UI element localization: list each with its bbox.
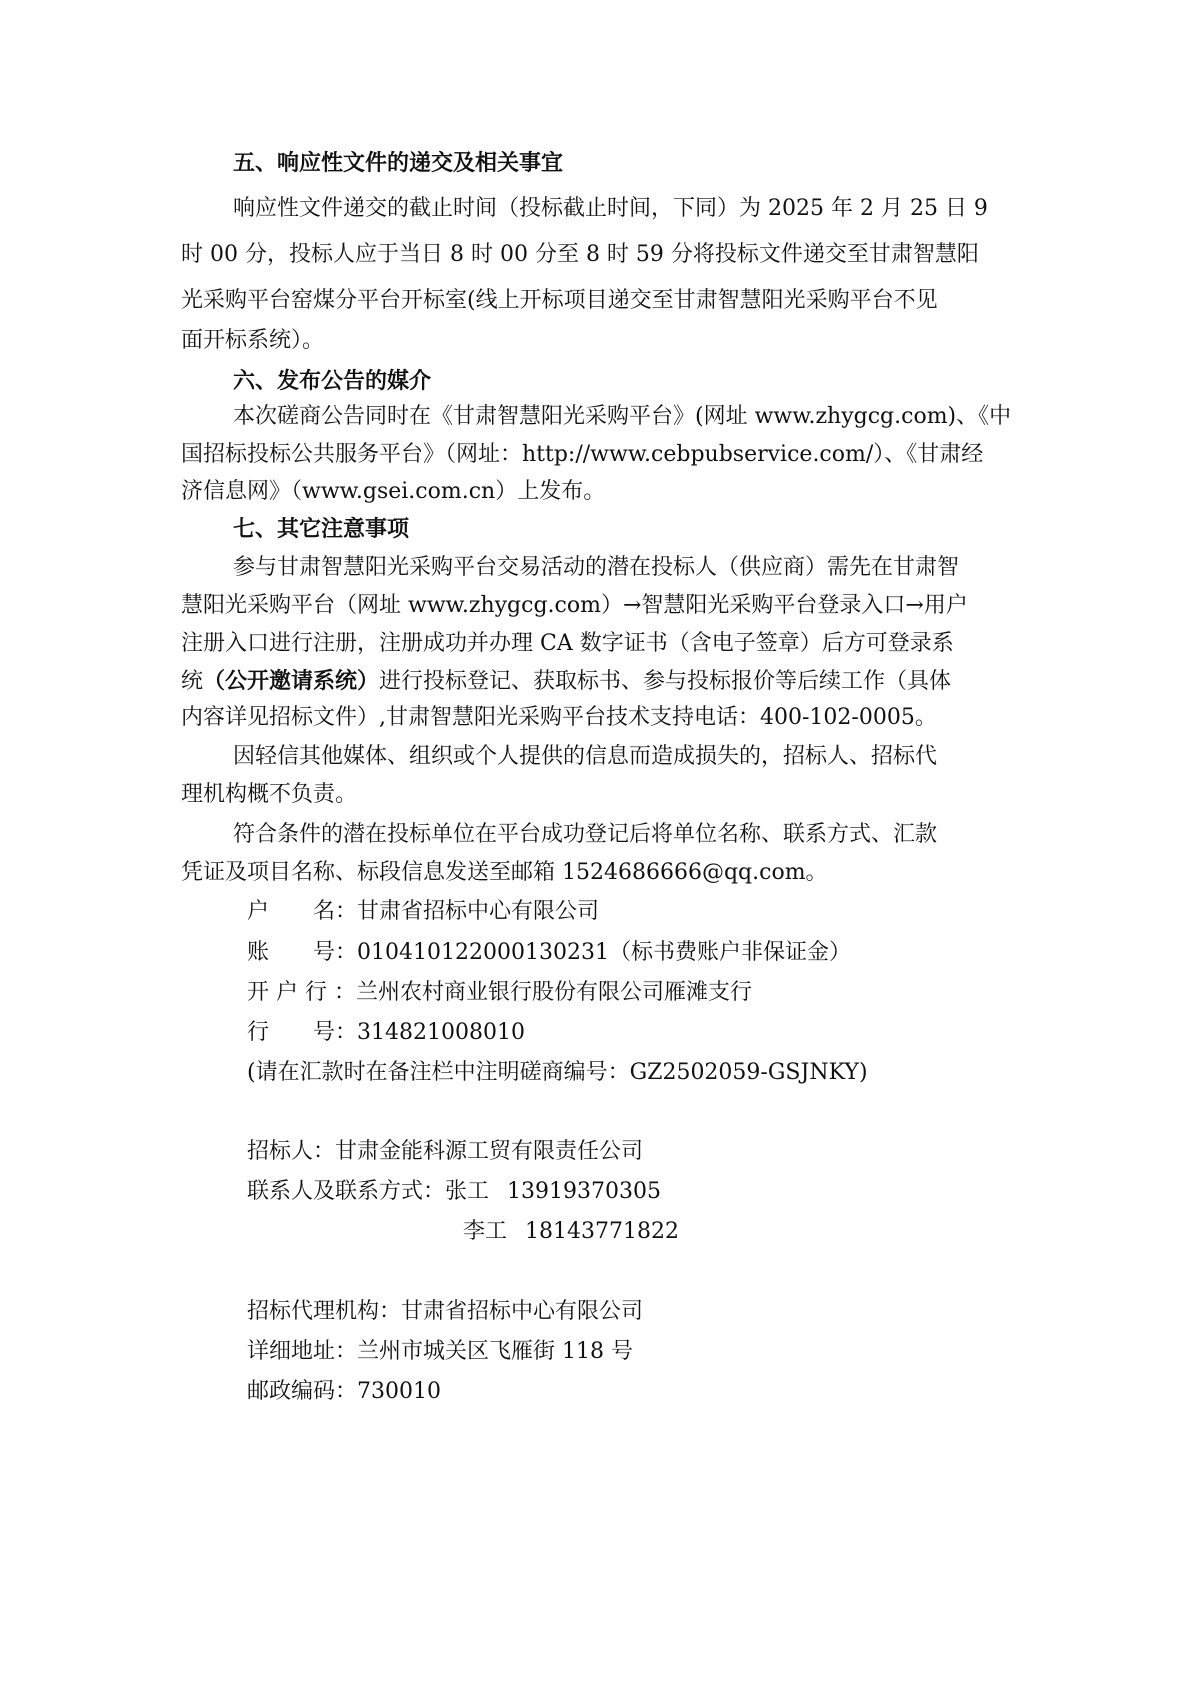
agency-address-row bbox=[247, 1337, 1077, 1367]
agency-row bbox=[247, 1297, 1077, 1327]
line-prefix: 统 bbox=[181, 669, 204, 694]
paragraph-line: 济信息网》（www.gsei.com.cn）上发布。 bbox=[181, 479, 606, 504]
account-number-row bbox=[247, 938, 1077, 968]
account-bank-row bbox=[247, 978, 1077, 1008]
contact-name: 李工 bbox=[463, 1219, 508, 1244]
account-code-value: 314821008010 bbox=[357, 1020, 525, 1045]
paragraph-line: 慧阳光采购平台（网址 www.zhygcg.com）→智慧阳光采购平台登录入口→用户 bbox=[181, 593, 968, 618]
paragraph-line: 光采购平台窑煤分平台开标室(线上开标项目递交至甘肃智慧阳光采购平台不见 bbox=[181, 288, 938, 313]
paragraph-line: 面开标系统）。 bbox=[181, 328, 325, 353]
account-bank-value: 兰州农村商业银行股份有限公司雁滩支行 bbox=[355, 980, 752, 1005]
bold-system-name: （公开邀请系统） bbox=[203, 668, 380, 694]
contact-label: 联系人及联系方式： bbox=[247, 1179, 446, 1204]
section-heading-7: 七、其它注意事项 bbox=[233, 516, 410, 542]
agency-postcode-row bbox=[247, 1377, 1077, 1407]
contact-phone: 13919370305 bbox=[507, 1179, 661, 1204]
section-heading-6: 六、发布公告的媒介 bbox=[233, 368, 432, 394]
agency-value: 甘肃省招标中心有限公司 bbox=[401, 1299, 644, 1324]
paragraph-line: 注册入口进行注册，注册成功并办理 CA 数字证书（含电子签章）后方可登录系 bbox=[181, 631, 954, 656]
paragraph-line: 参与甘肃智慧阳光采购平台交易活动的潜在投标人（供应商）需先在甘肃智 bbox=[233, 555, 960, 580]
tenderer-value: 甘肃金能科源工贸有限责任公司 bbox=[335, 1139, 644, 1164]
paragraph-line bbox=[181, 666, 1011, 697]
account-code-label: 行 号： bbox=[247, 1020, 358, 1045]
account-bank-label: 开 户 行 ： bbox=[247, 980, 356, 1005]
account-number-label: 账 号： bbox=[247, 940, 358, 965]
account-name-row bbox=[247, 897, 1077, 927]
paragraph-line: 内容详见招标文件）,甘肃智慧阳光采购平台技术支持电话：400-102-0005。 bbox=[181, 705, 937, 730]
remittance-note: (请在汇款时在备注栏中注明磋商编号：GZ2502059-GSJNKY) bbox=[247, 1060, 868, 1085]
agency-address-label: 详细地址： bbox=[247, 1339, 358, 1364]
agency-label: 招标代理机构： bbox=[247, 1299, 402, 1324]
contact-phone: 18143771822 bbox=[525, 1219, 679, 1244]
paragraph-line: 符合条件的潜在投标单位在平台成功登记后将单位名称、联系方式、汇款 bbox=[233, 822, 938, 847]
section-heading-5: 五、响应性文件的递交及相关事宜 bbox=[233, 150, 564, 176]
paragraph-line: 凭证及项目名称、标段信息发送至邮箱 1524686666@qq.com。 bbox=[181, 860, 828, 885]
account-number-value: 010410122000130231（标书费账户非保证金） bbox=[357, 940, 851, 965]
tenderer-label: 招标人： bbox=[247, 1139, 336, 1164]
paragraph-line: 国招标投标公共服务平台》（网址：http://www.cebpubservice.com/）、《甘肃经 bbox=[181, 442, 984, 467]
contact-row-1 bbox=[247, 1177, 1077, 1207]
account-name-value: 甘肃省招标中心有限公司 bbox=[357, 899, 600, 924]
paragraph-line: 本次磋商公告同时在《甘肃智慧阳光采购平台》(网址 www.zhygcg.com)、《中 bbox=[233, 404, 1012, 429]
tenderer-row bbox=[247, 1137, 1077, 1167]
contact-row-2 bbox=[463, 1217, 1191, 1247]
paragraph-line: 响应性文件递交的截止时间（投标截止时间，下同）为 2025 年 2 月 25 日 9 bbox=[233, 196, 988, 221]
account-code-row bbox=[247, 1018, 1077, 1048]
paragraph-line: 时 00 分，投标人应于当日 8 时 00 分至 8 时 59 分将投标文件递交至甘肃智慧阳 bbox=[181, 242, 979, 267]
contact-name: 张工 bbox=[445, 1179, 490, 1204]
paragraph-line: 理机构概不负责。 bbox=[181, 782, 358, 807]
agency-address-value: 兰州市城关区飞雁街 118 号 bbox=[357, 1339, 633, 1364]
line-suffix: 进行投标登记、获取标书、参与投标报价等后续工作（具体 bbox=[379, 669, 952, 694]
agency-postcode-value: 730010 bbox=[357, 1379, 441, 1404]
agency-postcode-label: 邮政编码： bbox=[247, 1379, 358, 1404]
paragraph-line: 因轻信其他媒体、组织或个人提供的信息而造成损失的，招标人、招标代 bbox=[233, 744, 938, 769]
account-name-label: 户 名： bbox=[247, 899, 358, 924]
